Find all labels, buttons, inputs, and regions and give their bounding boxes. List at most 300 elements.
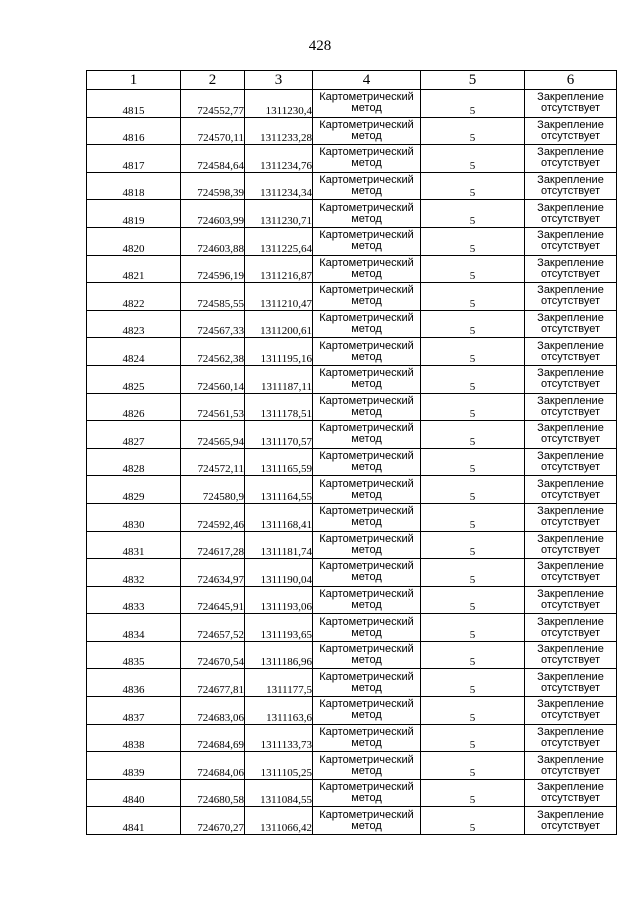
method-cell <box>313 586 421 614</box>
fixing-line-1: Закрепление <box>537 174 604 187</box>
fixing-line-1: Закрепление <box>537 339 604 352</box>
accuracy-cell: 5 <box>421 283 525 311</box>
accuracy-cell: 5 <box>421 586 525 614</box>
method-cell <box>313 227 421 255</box>
y-coordinate-cell: 1311190,04 <box>245 559 313 587</box>
fixing-line-2: отсутствует <box>540 709 600 722</box>
fixing-line-1: Закрепление <box>537 201 604 214</box>
method-cell <box>313 145 421 173</box>
fixing-cell <box>525 200 617 228</box>
method-cell <box>313 421 421 449</box>
table-row <box>87 145 617 173</box>
method-line-1: Картометрический <box>319 698 414 711</box>
table-row <box>87 365 617 393</box>
point-number-cell: 4823 <box>87 310 181 338</box>
y-coordinate-cell: 1311186,96 <box>245 641 313 669</box>
table-row <box>87 614 617 642</box>
fixing-cell <box>525 503 617 531</box>
fixing-line-2: отсутствует <box>540 488 600 501</box>
accuracy-cell: 5 <box>421 255 525 283</box>
table-row <box>87 310 617 338</box>
accuracy-cell: 5 <box>421 724 525 752</box>
accuracy-cell: 5 <box>421 310 525 338</box>
y-coordinate-cell: 1311164,55 <box>245 476 313 504</box>
y-coordinate-cell: 1311234,34 <box>245 172 313 200</box>
fixing-line-2: отсутствует <box>540 516 600 529</box>
fixing-line-1: Закрепление <box>537 312 604 325</box>
method-line-1: Картометрический <box>319 477 414 490</box>
y-coordinate-cell: 1311193,65 <box>245 614 313 642</box>
fixing-line-1: Закрепление <box>537 394 604 407</box>
fixing-cell <box>525 614 617 642</box>
method-line-1: Картометрический <box>319 367 414 380</box>
x-coordinate-cell: 724561,53 <box>181 393 245 421</box>
fixing-cell <box>525 476 617 504</box>
method-line-1: Картометрический <box>319 753 414 766</box>
fixing-cell <box>525 724 617 752</box>
fixing-cell <box>525 669 617 697</box>
x-coordinate-cell: 724680,58 <box>181 779 245 807</box>
fixing-line-1: Закрепление <box>537 643 604 656</box>
method-line-1: Картометрический <box>319 422 414 435</box>
point-number-cell: 4837 <box>87 697 181 725</box>
fixing-line-1: Закрепление <box>537 422 604 435</box>
fixing-line-2: отсутствует <box>540 764 600 777</box>
method-line-1: Картометрический <box>319 560 414 573</box>
method-line-2: метод <box>351 461 382 474</box>
method-cell <box>313 90 421 118</box>
y-coordinate-cell: 1311187,11 <box>245 365 313 393</box>
method-line-2: метод <box>351 157 382 170</box>
x-coordinate-cell: 724596,19 <box>181 255 245 283</box>
x-coordinate-cell: 724560,14 <box>181 365 245 393</box>
fixing-cell <box>525 145 617 173</box>
accuracy-cell: 5 <box>421 531 525 559</box>
accuracy-cell: 5 <box>421 421 525 449</box>
method-cell <box>313 752 421 780</box>
table-row <box>87 338 617 366</box>
y-coordinate-cell: 1311133,73 <box>245 724 313 752</box>
table-row <box>87 200 617 228</box>
fixing-line-1: Закрепление <box>537 450 604 463</box>
method-line-2: метод <box>351 709 382 722</box>
method-line-2: метод <box>351 185 382 198</box>
fixing-cell <box>525 117 617 145</box>
y-coordinate-cell: 1311200,61 <box>245 310 313 338</box>
method-line-2: метод <box>351 212 382 225</box>
accuracy-cell: 5 <box>421 476 525 504</box>
y-coordinate-cell: 1311234,76 <box>245 145 313 173</box>
fixing-line-1: Закрепление <box>537 284 604 297</box>
fixing-line-2: отсутствует <box>540 267 600 280</box>
table-row <box>87 531 617 559</box>
accuracy-cell: 5 <box>421 145 525 173</box>
x-coordinate-cell: 724592,46 <box>181 503 245 531</box>
method-line-1: Картометрический <box>319 394 414 407</box>
method-line-2: метод <box>351 350 382 363</box>
method-cell <box>313 393 421 421</box>
point-number-cell: 4815 <box>87 90 181 118</box>
accuracy-cell: 5 <box>421 779 525 807</box>
fixing-line-1: Закрепление <box>537 118 604 131</box>
method-line-1: Картометрический <box>319 725 414 738</box>
table-row <box>87 227 617 255</box>
fixing-line-1: Закрепление <box>537 781 604 794</box>
method-line-1: Картометрический <box>319 284 414 297</box>
method-line-2: метод <box>351 240 382 253</box>
method-cell <box>313 697 421 725</box>
method-line-1: Картометрический <box>319 201 414 214</box>
method-line-2: метод <box>351 736 382 749</box>
y-coordinate-cell: 1311225,64 <box>245 227 313 255</box>
method-line-1: Картометрический <box>319 312 414 325</box>
method-cell <box>313 807 421 835</box>
point-number-cell: 4819 <box>87 200 181 228</box>
accuracy-cell: 5 <box>421 365 525 393</box>
fixing-line-1: Закрепление <box>537 505 604 518</box>
method-line-2: метод <box>351 378 382 391</box>
method-line-2: метод <box>351 764 382 777</box>
fixing-cell <box>525 365 617 393</box>
fixing-line-1: Закрепление <box>537 91 604 104</box>
point-number-cell: 4826 <box>87 393 181 421</box>
method-line-1: Картометрический <box>319 256 414 269</box>
column-header-1: 1 <box>87 71 181 90</box>
method-line-2: метод <box>351 323 382 336</box>
fixing-line-1: Закрепление <box>537 532 604 545</box>
method-line-1: Картометрический <box>319 229 414 242</box>
fixing-line-2: отсутствует <box>540 185 600 198</box>
fixing-line-1: Закрепление <box>537 725 604 738</box>
point-number-cell: 4822 <box>87 283 181 311</box>
method-cell <box>313 779 421 807</box>
accuracy-cell: 5 <box>421 614 525 642</box>
fixing-line-2: отсутствует <box>540 240 600 253</box>
method-line-1: Картометрический <box>319 532 414 545</box>
fixing-line-2: отсутствует <box>540 681 600 694</box>
point-number-cell: 4825 <box>87 365 181 393</box>
method-line-2: метод <box>351 488 382 501</box>
method-cell <box>313 283 421 311</box>
point-number-cell: 4817 <box>87 145 181 173</box>
table-row <box>87 421 617 449</box>
fixing-line-2: отсутствует <box>540 571 600 584</box>
fixing-cell <box>525 283 617 311</box>
method-line-2: метод <box>351 598 382 611</box>
method-line-2: метод <box>351 792 382 805</box>
y-coordinate-cell: 1311210,47 <box>245 283 313 311</box>
fixing-line-1: Закрепление <box>537 367 604 380</box>
accuracy-cell: 5 <box>421 669 525 697</box>
point-number-cell: 4836 <box>87 669 181 697</box>
fixing-line-2: отсутствует <box>540 323 600 336</box>
fixing-cell <box>525 448 617 476</box>
point-number-cell: 4840 <box>87 779 181 807</box>
y-coordinate-cell: 1311193,06 <box>245 586 313 614</box>
point-number-cell: 4830 <box>87 503 181 531</box>
table-body <box>87 90 617 835</box>
column-header-4: 4 <box>313 71 421 90</box>
fixing-cell <box>525 90 617 118</box>
fixing-line-2: отсутствует <box>540 350 600 363</box>
table-row <box>87 117 617 145</box>
table-row <box>87 669 617 697</box>
table-row <box>87 752 617 780</box>
fixing-cell <box>525 559 617 587</box>
method-line-1: Картометрический <box>319 91 414 104</box>
accuracy-cell: 5 <box>421 752 525 780</box>
fixing-line-1: Закрепление <box>537 587 604 600</box>
method-line-1: Картометрический <box>319 587 414 600</box>
accuracy-cell: 5 <box>421 697 525 725</box>
x-coordinate-cell: 724565,94 <box>181 421 245 449</box>
method-cell <box>313 255 421 283</box>
x-coordinate-cell: 724617,28 <box>181 531 245 559</box>
fixing-line-1: Закрепление <box>537 753 604 766</box>
accuracy-cell: 5 <box>421 807 525 835</box>
fixing-line-2: отсутствует <box>540 792 600 805</box>
fixing-line-2: отсутствует <box>540 461 600 474</box>
method-line-2: метод <box>351 405 382 418</box>
x-coordinate-cell: 724570,11 <box>181 117 245 145</box>
method-line-2: метод <box>351 516 382 529</box>
x-coordinate-cell: 724683,06 <box>181 697 245 725</box>
x-coordinate-cell: 724657,52 <box>181 614 245 642</box>
y-coordinate-cell: 1311168,41 <box>245 503 313 531</box>
table-row <box>87 779 617 807</box>
x-coordinate-cell: 724645,91 <box>181 586 245 614</box>
table-row <box>87 724 617 752</box>
point-number-cell: 4829 <box>87 476 181 504</box>
fixing-line-1: Закрепление <box>537 698 604 711</box>
point-number-cell: 4841 <box>87 807 181 835</box>
table-row <box>87 586 617 614</box>
table-row <box>87 641 617 669</box>
x-coordinate-cell: 724562,38 <box>181 338 245 366</box>
method-line-1: Картометрический <box>319 781 414 794</box>
table-row <box>87 503 617 531</box>
fixing-cell <box>525 393 617 421</box>
y-coordinate-cell: 1311178,51 <box>245 393 313 421</box>
method-cell <box>313 724 421 752</box>
accuracy-cell: 5 <box>421 227 525 255</box>
y-coordinate-cell: 1311105,25 <box>245 752 313 780</box>
method-line-2: метод <box>351 543 382 556</box>
method-line-1: Картометрический <box>319 146 414 159</box>
table-row <box>87 172 617 200</box>
fixing-line-2: отсутствует <box>540 157 600 170</box>
fixing-line-2: отсутствует <box>540 654 600 667</box>
table-row <box>87 559 617 587</box>
y-coordinate-cell: 1311163,6 <box>245 697 313 725</box>
x-coordinate-cell: 724567,33 <box>181 310 245 338</box>
fixing-line-2: отсутствует <box>540 405 600 418</box>
method-line-2: метод <box>351 681 382 694</box>
x-coordinate-cell: 724677,81 <box>181 669 245 697</box>
column-header-5: 5 <box>421 71 525 90</box>
method-line-1: Картометрический <box>319 505 414 518</box>
x-coordinate-cell: 724634,97 <box>181 559 245 587</box>
fixing-cell <box>525 779 617 807</box>
point-number-cell: 4838 <box>87 724 181 752</box>
point-number-cell: 4824 <box>87 338 181 366</box>
method-line-1: Картометрический <box>319 670 414 683</box>
fixing-line-2: отсутствует <box>540 598 600 611</box>
fixing-line-2: отсутствует <box>540 102 600 115</box>
y-coordinate-cell: 1311165,59 <box>245 448 313 476</box>
y-coordinate-cell: 1311084,55 <box>245 779 313 807</box>
y-coordinate-cell: 1311177,5 <box>245 669 313 697</box>
method-cell <box>313 531 421 559</box>
fixing-line-1: Закрепление <box>537 477 604 490</box>
method-line-1: Картометрический <box>319 174 414 187</box>
fixing-line-1: Закрепление <box>537 229 604 242</box>
method-line-1: Картометрический <box>319 615 414 628</box>
y-coordinate-cell: 1311170,57 <box>245 421 313 449</box>
y-coordinate-cell: 1311216,87 <box>245 255 313 283</box>
fixing-line-1: Закрепление <box>537 560 604 573</box>
method-line-1: Картометрический <box>319 450 414 463</box>
method-cell <box>313 448 421 476</box>
fixing-cell <box>525 531 617 559</box>
point-number-cell: 4818 <box>87 172 181 200</box>
fixing-line-1: Закрепление <box>537 256 604 269</box>
fixing-cell <box>525 338 617 366</box>
method-line-1: Картометрический <box>319 118 414 131</box>
column-header-3: 3 <box>245 71 313 90</box>
fixing-line-2: отсутствует <box>540 543 600 556</box>
fixing-line-2: отсутствует <box>540 433 600 446</box>
method-line-2: метод <box>351 295 382 308</box>
method-cell <box>313 338 421 366</box>
point-number-cell: 4834 <box>87 614 181 642</box>
x-coordinate-cell: 724684,69 <box>181 724 245 752</box>
accuracy-cell: 5 <box>421 641 525 669</box>
fixing-cell <box>525 641 617 669</box>
point-number-cell: 4828 <box>87 448 181 476</box>
accuracy-cell: 5 <box>421 90 525 118</box>
accuracy-cell: 5 <box>421 172 525 200</box>
method-line-2: метод <box>351 102 382 115</box>
method-cell <box>313 503 421 531</box>
page-number: 428 <box>308 38 332 54</box>
accuracy-cell: 5 <box>421 338 525 366</box>
point-number-cell: 4831 <box>87 531 181 559</box>
x-coordinate-cell: 724684,06 <box>181 752 245 780</box>
fixing-line-2: отсутствует <box>540 378 600 391</box>
method-line-2: метод <box>351 626 382 639</box>
method-line-2: метод <box>351 654 382 667</box>
method-line-1: Картометрический <box>319 808 414 821</box>
method-line-1: Картометрический <box>319 339 414 352</box>
method-line-2: метод <box>351 819 382 832</box>
point-number-cell: 4832 <box>87 559 181 587</box>
fixing-line-2: отсутствует <box>540 129 600 142</box>
table-row <box>87 448 617 476</box>
method-line-1: Картометрический <box>319 643 414 656</box>
fixing-line-2: отсутствует <box>540 295 600 308</box>
x-coordinate-cell: 724598,39 <box>181 172 245 200</box>
accuracy-cell: 5 <box>421 503 525 531</box>
point-number-cell: 4827 <box>87 421 181 449</box>
fixing-cell <box>525 586 617 614</box>
accuracy-cell: 5 <box>421 200 525 228</box>
method-cell <box>313 476 421 504</box>
table-row <box>87 283 617 311</box>
fixing-line-2: отсутствует <box>540 819 600 832</box>
method-cell <box>313 559 421 587</box>
y-coordinate-cell: 1311230,71 <box>245 200 313 228</box>
point-number-cell: 4833 <box>87 586 181 614</box>
method-cell <box>313 172 421 200</box>
fixing-cell <box>525 697 617 725</box>
table-row <box>87 476 617 504</box>
fixing-line-2: отсутствует <box>540 212 600 225</box>
method-cell <box>313 117 421 145</box>
method-cell <box>313 365 421 393</box>
accuracy-cell: 5 <box>421 559 525 587</box>
method-cell <box>313 200 421 228</box>
point-number-cell: 4835 <box>87 641 181 669</box>
x-coordinate-cell: 724572,11 <box>181 448 245 476</box>
table-row <box>87 807 617 835</box>
y-coordinate-cell: 1311195,16 <box>245 338 313 366</box>
y-coordinate-cell: 1311066,42 <box>245 807 313 835</box>
y-coordinate-cell: 1311233,28 <box>245 117 313 145</box>
accuracy-cell: 5 <box>421 393 525 421</box>
column-header-6: 6 <box>525 71 617 90</box>
x-coordinate-cell: 724580,9 <box>181 476 245 504</box>
x-coordinate-cell: 724552,77 <box>181 90 245 118</box>
point-number-cell: 4816 <box>87 117 181 145</box>
point-number-cell: 4821 <box>87 255 181 283</box>
fixing-line-1: Закрепление <box>537 808 604 821</box>
x-coordinate-cell: 724603,99 <box>181 200 245 228</box>
column-header-2: 2 <box>181 71 245 90</box>
method-line-2: метод <box>351 267 382 280</box>
accuracy-cell: 5 <box>421 117 525 145</box>
fixing-line-1: Закрепление <box>537 670 604 683</box>
table-row <box>87 255 617 283</box>
table-header-row <box>87 71 617 90</box>
x-coordinate-cell: 724585,55 <box>181 283 245 311</box>
method-cell <box>313 310 421 338</box>
x-coordinate-cell: 724670,54 <box>181 641 245 669</box>
method-cell <box>313 614 421 642</box>
table-row <box>87 697 617 725</box>
table-row <box>87 90 617 118</box>
x-coordinate-cell: 724670,27 <box>181 807 245 835</box>
fixing-cell <box>525 752 617 780</box>
table-row <box>87 393 617 421</box>
fixing-cell <box>525 227 617 255</box>
fixing-line-1: Закрепление <box>537 146 604 159</box>
method-cell <box>313 641 421 669</box>
fixing-cell <box>525 310 617 338</box>
fixing-cell <box>525 807 617 835</box>
fixing-line-2: отсутствует <box>540 626 600 639</box>
x-coordinate-cell: 724603,88 <box>181 227 245 255</box>
method-line-2: метод <box>351 571 382 584</box>
method-cell <box>313 669 421 697</box>
point-number-cell: 4839 <box>87 752 181 780</box>
fixing-line-2: отсутствует <box>540 736 600 749</box>
method-line-2: метод <box>351 129 382 142</box>
fixing-cell <box>525 255 617 283</box>
fixing-line-1: Закрепление <box>537 615 604 628</box>
method-line-2: метод <box>351 433 382 446</box>
fixing-cell <box>525 421 617 449</box>
